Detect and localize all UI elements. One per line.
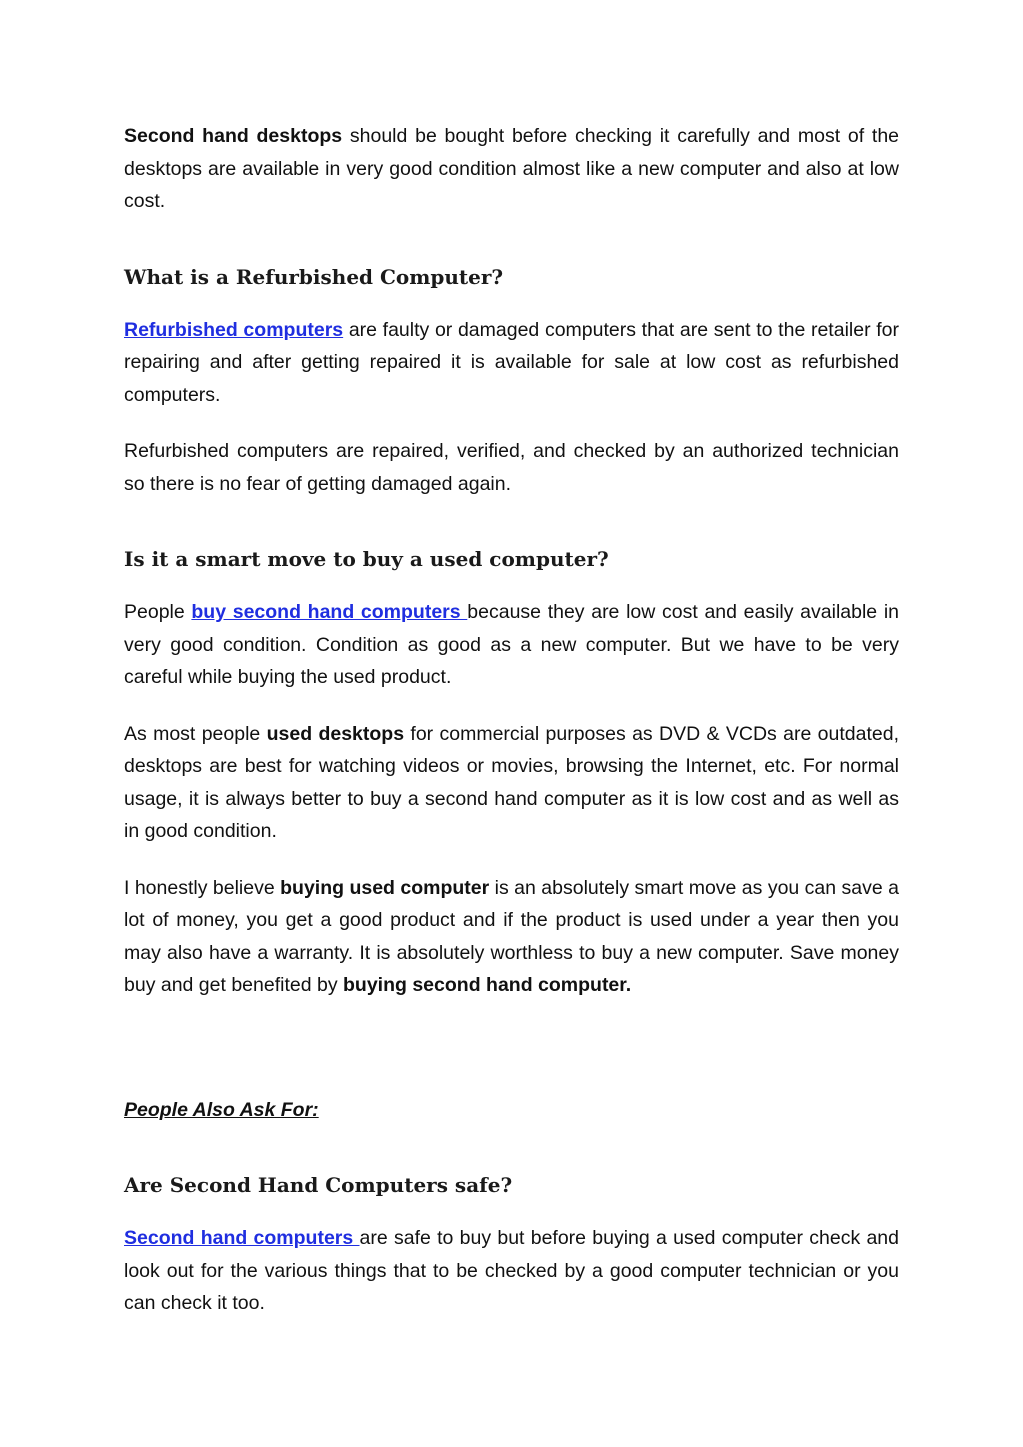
- paragraph-text: As most people: [124, 722, 267, 745]
- bold-phrase: Second hand desktops: [124, 125, 343, 147]
- paragraph-text: is an absolutely smart move as you can save a lot of money, you get a good product and if the product is used under a year then you may also have a warranty. It is absolutely worthless to buy a new computer. Save money buy and get benefited by: [124, 876, 900, 996]
- bold-phrase: used desktops: [266, 722, 405, 745]
- paragraph-text: People: [124, 601, 192, 623]
- paragraph-text: for commercial purposes as DVD & VCDs are outdated, desktops are best for watching videos or movies, browsing the Internet, etc. For normal usage, it is always better to buy a second hand computer as it is low cost and as well as in good condition.: [124, 722, 899, 842]
- bold-phrase: buying used computer: [280, 876, 490, 899]
- refurbished-verified-paragraph: Refurbished computers are repaired, verified, and checked by an authorized technician so there is no fear of getting damaged again.: [124, 440, 899, 495]
- refurbished-paragraph: [124, 314, 899, 412]
- buy-second-hand-computers-link[interactable]: buy second hand computers: [191, 601, 468, 623]
- heading-smart-move: Is it a smart move to buy a used computer?: [124, 547, 609, 571]
- paragraph-text: are faulty or damaged computers that are sent to the retailer for repairing and after getting repaired it is available for sale at low cost as refurbished computers.: [124, 318, 900, 406]
- second-hand-computers-link[interactable]: Second hand computers: [124, 1227, 360, 1249]
- paragraph-text: I honestly believe: [124, 876, 281, 899]
- paragraph-text: should be bought before checking it carefully and most of the desktops are available in very good condition almost like a new computer and also at low cost.: [124, 125, 900, 212]
- intro-paragraph: [124, 120, 899, 218]
- honestly-believe-paragraph: [124, 872, 899, 1002]
- document-page: [124, 120, 899, 1320]
- bold-phrase: buying second hand computer.: [343, 974, 632, 996]
- people-buy-paragraph: [124, 596, 899, 694]
- people-also-ask-label: People Also Ask For:: [124, 1098, 319, 1121]
- paragraph-text: because they are low cost and easily available in very good condition. Condition as good as a new computer. But we have to be very careful while buying the used product.: [124, 601, 899, 688]
- paragraph-text: are safe to buy but before buying a used computer check and look out for the various things that to be checked by a good computer technician or you can check it too.: [124, 1227, 899, 1314]
- heading-refurbished: What is a Refurbished Computer?: [124, 264, 504, 289]
- heading-safe: Are Second Hand Computers safe?: [124, 1173, 513, 1197]
- used-desktops-paragraph: [124, 718, 899, 848]
- second-hand-safe-paragraph: [124, 1222, 899, 1320]
- refurbished-computers-link[interactable]: Refurbished computers: [124, 318, 344, 341]
